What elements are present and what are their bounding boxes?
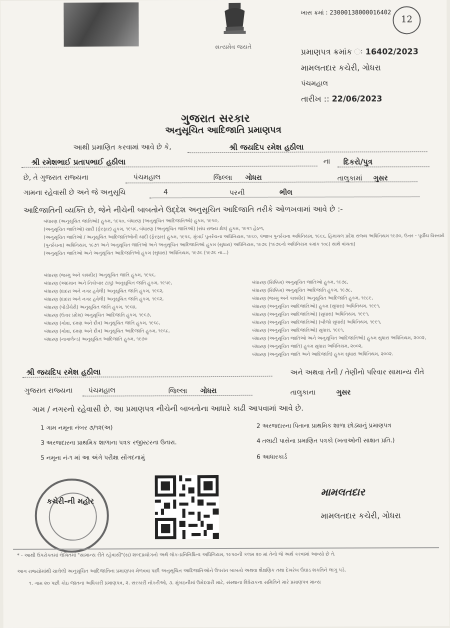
state2-intro: ગુજરાત રાજ્યના [24,386,73,395]
certificate-date: તારીખ :: 22/06/2023 [301,94,383,104]
evidence-item-6: 6 આધારકાર્ડ [256,453,288,461]
village-name: ગુસર [373,174,388,183]
certify-intro: આથી પ્રમાણિત કરવામાં આવે છે કે, [73,143,172,152]
footer-note-1: * - આથી ઉપરોક્તમાં લેખિતમાં "સામાન્ય રીતે રહેવાસી"(સ) શબ્દપ્રયોગનો અર્થ લોક-પ્રતિનિધિત્વ અધિનિયમ, ૧૯૫૦ની કલમ ૨૦ માં તેનો જે અર્થ કરવામાં આવ્યો છે તે. [17,552,336,559]
ashoka-emblem-icon [215,1,255,45]
applicant-name-line [187,151,427,153]
district2-label: જિલ્લા [168,387,188,396]
footer-note-2: આગ રાજ્યોમાંથી ચાલેલી અનુસૂચિત આદિજાતિના પ્રમાણપત્ર મેળવવા પછી અનુસૂચિત આદિજાતિઓને ઉપરાંત બાબતો અથવા શૈક્ષણિક તથા દેખરેખ ઉઘાડ શકતિને લાગુ પડે. [17,568,346,575]
officer-signature: મામલતદાર [320,487,365,499]
evidence-item-2: 2 અરજદારના પિતાના પ્રાથમિક શાળા છોડ્યાનું પ્રમાણપત્ર [256,422,392,430]
schedule-number: 4 [163,188,168,197]
office-seal-stamp [35,479,109,553]
orders-right-column: બંધારણ (સિક્કિમ) અનુસૂચિત જાતિઓ હુકમ, ૧૯૭૮, બંધારણ (સિક્કિમ) અનુસૂચિત આદિજાતિ હુકમ, ૧૯૭૮, બંધારણ (જમ્મુ અને કાશ્મીર) અનુસૂચિત આદિજાતિ હુકમ, ૧૯૮૯, બંધારણ (અનુસૂચિત આદિજાતિઓ) હુકમ (સુધારા) અધિનિયમ, ૧૯૯૧, બંધારણ (અનુસૂચિત આદિજાતિઓ) (સુધારા) અધિનિયમ, ૧૯૯૧, બંધારણ (અનુસૂચિત આદિજાતિઓ) (બીજો સુધારો) અધિનિયમ, ૧૯૯૧, બંધારણ (અનુસૂચિત આદિજાતિઓ) સુધારા, ૧૯૯૧, બંધારણ (અનુસૂચિત જાતિઓ અને અનુસૂચિત આદિજાતિઓ) હુકમ સુધારા અધિનિયમ, ૨૦૦૨, બંધારણ (અનુસૂચિત જાતિ) હુકમ સુધારા અધિનિયમ, ૨૦૦૨, બંધારણ (અનુસૂચિત જાતિ અને આદિજાતિ) હુકમ સુધારા અધિનિયમ, ૨૦૦૨. [251,280,427,358]
orders-left-column: બંધારણ (જમ્મુ અને કાશ્મીર) અનુસૂચિત જાતિ હુકમ, ૧૯૫૬, બંધારણ (અંદમાન અને નિકોબાર ટાપુ) અનુસૂચિત જાતિ હુકમ, ૧૯૫૯, બંધારણ (દાદરા અને નગર હવેલી) અનુસૂચિત જાતિ હુકમ, ૧૯૬૨, બંધારણ (દાદરા અને નગર હવેલી) અનુસૂચિત જાતિ હુકમ, ૧૯૬૨, બંધારણ (પોંડીચેરી) અનુસૂચિત જાતિ હુકમ, ૧૯૬૪, બંધારણ (ઉત્તર પ્રદેશ) અનુસૂચિત આદિજાતિ હુકમ, ૧૯૬૭, બંધારણ (ગોવા, દમણ અને દીવ) અનુસૂચિત જાતિ હુકમ, ૧૯૬૮, બંધારણ (ગોવા, દમણ અને દીવ) અનુસૂચિત આદિજાતિ હુકમ, ૧૯૬૮, બંધારણ (નાગાલેન્ડ) અનુસૂચિત આદિજાતિ હુકમ, ૧૯૭૦ [43,273,173,343]
office-name: મામલતદાર કચેરી, ગોધરા [300,63,381,73]
certificate-number: પ્રમાણપત્ર ક્રમાંક ઃ 16402/2023 [300,47,419,57]
unique-id: ખાસ ક્રમાં : 23000138000016402 [300,9,392,17]
orders-paragraph: બંધારણ (અનુસૂચિત જાતિઓ) હુકમ, ૧૯૫૦, બંધારણ (અનુસૂચિત આદિજાતિઓ) હુકમ, ૧૯૫૦, (અનુસૂચિત જાતિઓ) યાદી (ફેરફાર) હુકમ, ૧૯૫૬, બંધારણ (અનુસૂચિત જાતિઓ) (સંઘ રાજ્ય ક્ષેત્ર) હુકમ, ૧૯૫૧ હેઠળ, (અનુસૂચિત જાતિઓ / અનુસૂચિત આદિજાતિઓની યાદી (ફેરફાર) હુકમ, ૧૯૫૬, મુંબઈ પુનર્રચના અધિનિયમ, ૧૯૬૦, પંજાબ પુનર્રચના અધિનિયમ, ૧૯૬૬, હિમાચલ પ્રદેશ રાજ્ય અધિનિયમ ૧૯૭૦, ઉત્તર - પૂર્વીય વિસ્તારો (પુનર્રચના) અધિનિયમ, ૧૯૭૧ અને અનુસૂચિત જાતિઓ અને અનુસૂચિત આદિજાતિઓ હુકમ (સુધારા) અધિનિયમ, ૧૯૭૬ (૧૯૭૬નો અધિનિયમ ક્રમાંક ૧૦૮) સાથે વાંચતા) (અનુસૂચિત જાતિઓ અને અનુસૂચિત આદિજાતિઓ હુકમ (સુધારા) અધિનિયમ, ૧૯૭૬ (૧૯૭૬ ના...) [43,219,445,257]
evidence-item-3: 3 અરજદારના પ્રાથમિક શાળાના પત્રક રજીસ્ટરના ઉતારા. [40,439,177,447]
applicant-name: શ્રી જયદિપ રમેશ હઠીલા [229,142,304,152]
qr-code-icon [155,475,219,539]
relation-label: ના [323,157,331,166]
relation-value: દિકરો/પુત્ર [343,157,373,167]
evidence-item-4: 4 તલાટી પાસેના પ્રમાણિત પત્રકો (ખતાઓની સાક્ષાત પ્રતિ.) [256,437,395,445]
resident-intro: ગામના રહેવાસી છે અને જે અનુસૂચિ [23,188,126,197]
basis-statement: ગામ / નગરનો રહેવાસી છે. આ પ્રમાણપત્ર નીચેની બાબતોના આધારે કાઢી આપવામાં આવે છે. [32,403,304,414]
village2-name: ગુસર [336,388,351,397]
applicant-photo [64,2,139,46]
certificate-sheet [1,0,450,628]
district-name: પંચમહાલ [133,173,161,182]
applicant-name-repeat: શ્રી જયદિપ રમેશ હઠીલા [26,367,101,377]
taluka-label: તાલુકામાં [337,174,363,183]
state-intro: છે, તે ગુજરાત રાજ્યના [23,173,89,182]
government-title: ગુજરાત સરકાર [181,111,250,126]
taluka2-label: તાલુકાના [290,388,316,397]
seal-text: કચેરી-ની મહોર [46,496,94,506]
certificate-title: અનુસૂચિત આદિજાતિ પ્રમાણપત્ર [165,125,282,137]
officer-title: મામલતદાર કચેરી, ગોધરા [320,511,401,521]
office-district: પંચમહાલ [300,79,329,88]
recognition-text: આદિજાતિની વ્યક્તિ છે, જેને નીચેની બાબતોને ઉદ્દેશ અનુસૂચિત આદિજાતિ તરીકે ઓળખવામાં આવે છે :- [23,204,343,215]
subdistrict2-name: ગોધરા [200,387,217,396]
district2-name: પંચમહાલ [88,386,116,395]
father-name: શ્રી રમેશભાઈ પ્રતાપભાઈ હઠીલા [31,157,126,167]
evidence-item-1: 1 ગામ નમૂના નંબર ૭/૧૨(અ) [40,424,113,432]
page-number-circle: 12 [393,6,421,34]
family-text: અને અથવા તેની / તેણીનો પરિવાર સામાન્ય રીતે [290,368,425,377]
evidence-item-5: 5 નમૂના નં-૧ માં આ અંગે પરીક્ષા સોંગદનામું [40,454,145,462]
subdistrict-name: ગોધરા [245,173,262,182]
emblem-caption: સત્યમેવ જયતે [214,43,252,52]
district-label: જિલ્લા [213,173,233,183]
footer-note-3: ૧. ગામ ૨૦ પછી કોઇ જાતના અધિકારી પ્રમાણપત્ર, ૨. સરકારી નોકરીઓ, ૩. મુંબઇનીમાં ઉમેદવારી માટે, સંસ્થાના વિધેયકના સમિતિને મારે પ્રમાણપત્ર માન્ય [29,580,321,587]
tribe-name: ભીલ [279,188,293,197]
tribe-label: પરની [229,188,245,197]
